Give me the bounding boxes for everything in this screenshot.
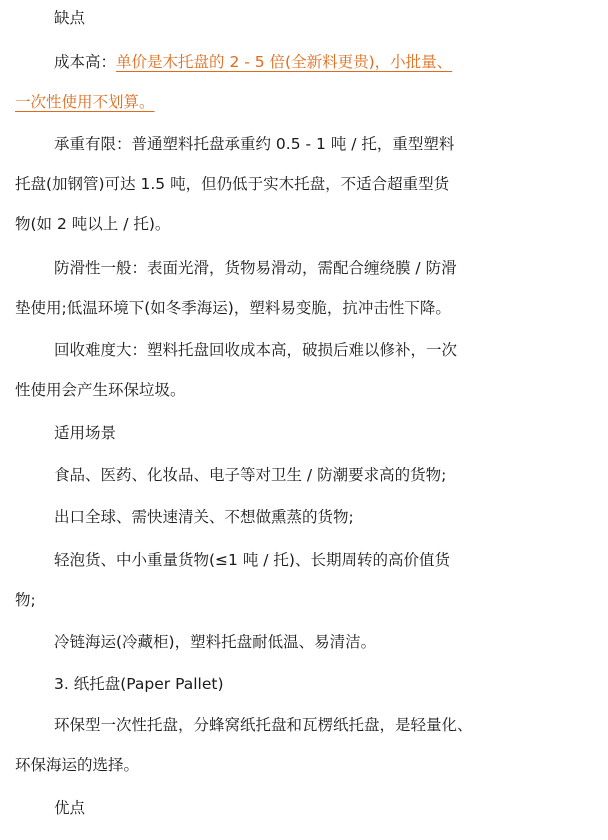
- paragraph-cost-line2: [0, 82, 608, 122]
- paragraph-load-line3: 物(如 2 吨以上 / 托)。: [15, 215, 171, 233]
- heading-scenarios: 适用场景: [54, 424, 117, 442]
- scenario-item-3-line2: 物;: [15, 591, 36, 609]
- paragraph-recycle-line2: 性使用会产生环保垃圾。: [15, 381, 186, 399]
- heading-paper-pallet: 3. 纸托盘(Paper Pallet): [54, 675, 224, 693]
- cost-text-highlight-cont: 一次性使用不划算。: [15, 93, 155, 111]
- scenario-item-2: 出口全球、需快速清关、不想做熏蒸的货物;: [54, 508, 354, 526]
- paragraph-load-line2: 托盘(加钢管)可达 1.5 吨，但仍低于实木托盘，不适合超重型货: [15, 175, 450, 193]
- paragraph-paper-line1: 环保型一次性托盘，分蜂窝纸托盘和瓦楞纸托盘，是轻量化、: [54, 716, 473, 734]
- heading-disadvantages: 缺点: [54, 9, 86, 27]
- paragraph-recycle-line1: 回收难度大：塑料托盘回收成本高，破损后难以修补，一次: [54, 341, 458, 359]
- scenario-item-4: 冷链海运(冷藏柜)，塑料托盘耐低温、易清洁。: [54, 633, 377, 651]
- paragraph-slip-line2: 垫使用;低温环境下(如冬季海运)，塑料易变脆，抗冲击性下降。: [15, 299, 451, 317]
- paragraph-slip-line1: 防滑性一般：表面光滑，货物易滑动，需配合缠绕膜 / 防滑: [54, 259, 457, 277]
- scenario-item-1: 食品、医药、化妆品、电子等对卫生 / 防潮要求高的货物;: [54, 466, 447, 484]
- cost-label: 成本高：: [54, 53, 117, 71]
- scenario-item-3-line1: 轻泡货、中小重量货物(≤1 吨 / 托)、长期周转的高价值货: [54, 551, 450, 569]
- paragraph-cost-line1: [0, 42, 608, 82]
- paragraph-load-line1: 承重有限：普通塑料托盘承重约 0.5 - 1 吨 / 托，重型塑料: [54, 135, 455, 153]
- cost-text-highlight: 单价是木托盘的 2 - 5 倍(全新料更贵)，小批量、: [116, 53, 453, 71]
- paragraph-paper-line2: 环保海运的选择。: [15, 756, 140, 774]
- heading-advantages: 优点: [54, 799, 86, 817]
